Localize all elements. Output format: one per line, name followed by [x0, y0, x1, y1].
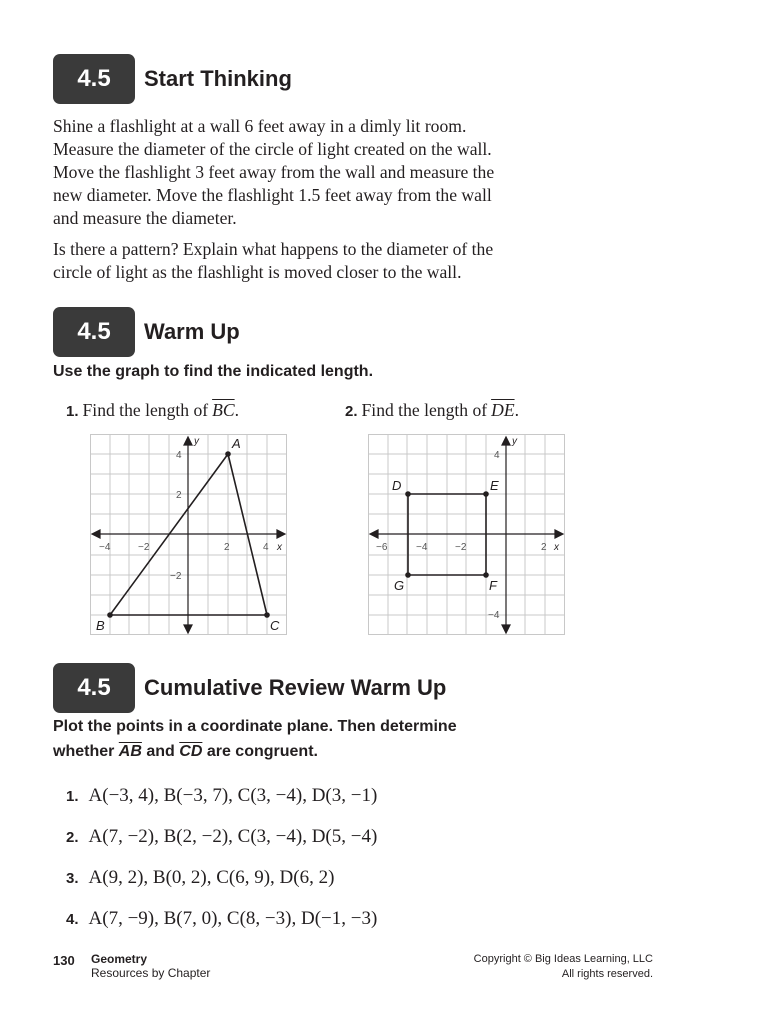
point-label-b: B	[96, 618, 105, 633]
problem-number: 1.	[66, 403, 79, 420]
axes	[92, 437, 285, 633]
book-subtitle: Resources by Chapter	[91, 966, 211, 980]
point-label-c: C	[270, 618, 280, 633]
point-label-f: F	[489, 578, 497, 593]
cumulative-problem-1	[66, 785, 377, 807]
problem-number: 4.	[66, 911, 79, 928]
cumulative-review-header	[53, 663, 446, 713]
y-tick-label: −2	[170, 571, 182, 582]
instruction-text: and	[146, 743, 175, 760]
x-tick-label: 2	[224, 542, 230, 553]
section-badge: 4.5	[53, 307, 135, 357]
point-f	[483, 572, 489, 578]
text-line: circle of light as the flashlight is moved closer to the wall.	[53, 262, 462, 282]
problem-end: .	[514, 400, 519, 420]
section-title: Cumulative Review Warm Up	[144, 675, 447, 700]
text-line: and measure the diameter.	[53, 208, 237, 228]
instruction-text: are congruent.	[206, 743, 318, 760]
warm-up-problem-2	[345, 400, 519, 421]
warm-up-header	[53, 307, 240, 357]
point-label-e: E	[490, 478, 499, 493]
problem-text: A(7, −2), B(2, −2), C(3, −4), D(5, −4)	[88, 826, 378, 847]
y-axis-label: y	[194, 436, 199, 447]
y-tick-label: 4	[176, 450, 182, 461]
problem-number: 1.	[66, 788, 79, 805]
problem-text: A(9, 2), B(0, 2), C(6, 9), D(6, 2)	[88, 867, 335, 888]
y-tick-label: −4	[488, 610, 500, 621]
section-badge: 4.5	[53, 54, 135, 104]
segment-label: $\overline{BC}$	[212, 400, 235, 420]
book-info	[91, 952, 210, 980]
x-tick-label: −4	[416, 542, 428, 553]
point-label-d: D	[392, 478, 402, 493]
point-c	[264, 612, 270, 618]
start-thinking-header	[53, 54, 292, 104]
start-thinking-paragraph-2	[53, 238, 533, 284]
section-title: Warm Up	[144, 319, 240, 344]
problem-number: 3.	[66, 870, 79, 887]
y-tick-label: 2	[176, 490, 182, 501]
copyright-block	[474, 953, 653, 980]
text-line: Move the flashlight 3 feet away from the wall and measure the	[53, 162, 495, 182]
warm-up-problem-1	[66, 400, 239, 421]
point-e	[483, 491, 489, 497]
cumulative-problem-2	[66, 826, 377, 848]
copyright: Copyright © Big Ideas Learning, LLC	[473, 953, 653, 965]
x-tick-label: 2	[541, 542, 547, 553]
x-tick-label: −6	[376, 542, 388, 553]
section-badge: 4.5	[53, 663, 135, 713]
problem-text: Find the length of	[361, 400, 488, 420]
x-axis-label: x	[277, 542, 282, 553]
x-tick-label: 4	[263, 542, 269, 553]
book-title: Geometry	[91, 952, 148, 966]
instruction-text: whether	[53, 743, 115, 760]
problem-end: .	[234, 400, 239, 420]
text-line: Measure the diameter of the circle of light created on the wall.	[53, 139, 492, 159]
cumulative-instruction-line-2	[53, 743, 318, 761]
cumulative-instruction-line-1: Plot the points in a coordinate plane. Then determine	[53, 718, 457, 735]
x-axis-label: x	[554, 542, 559, 553]
y-tick-label: 4	[494, 450, 500, 461]
page-number: 130	[53, 953, 75, 968]
problem-text: A(7, −9), B(7, 0), C(8, −3), D(−1, −3)	[88, 908, 378, 929]
point-g	[405, 572, 411, 578]
x-tick-label: −4	[99, 542, 111, 553]
cumulative-problem-3	[66, 867, 334, 889]
segment-label-cd: $\overline{CD}$	[179, 743, 203, 760]
start-thinking-paragraph-1	[53, 115, 533, 230]
y-axis-label: y	[512, 436, 517, 447]
text-line: new diameter. Move the flashlight 1.5 feet away from the wall	[53, 185, 492, 205]
x-tick-label: −2	[455, 542, 467, 553]
graph-rectangle-defg	[368, 434, 566, 636]
segment-label: $\overline{DE}$	[491, 400, 515, 420]
problem-number: 2.	[66, 829, 79, 846]
problem-text: A(−3, 4), B(−3, 7), C(3, −4), D(3, −1)	[88, 785, 378, 806]
point-b	[107, 612, 113, 618]
rights: All rights reserved.	[561, 968, 653, 980]
cumulative-problem-4	[66, 908, 377, 930]
graph-triangle-abc	[90, 434, 288, 636]
point-label-a: A	[232, 436, 241, 451]
warm-up-instruction: Use the graph to find the indicated length.	[53, 363, 374, 380]
section-title: Start Thinking	[144, 66, 292, 91]
point-label-g: G	[394, 578, 405, 593]
point-d	[405, 491, 411, 497]
x-tick-label: −2	[138, 542, 150, 553]
point-a	[225, 451, 231, 457]
problem-text: Find the length of	[82, 400, 209, 420]
problem-number: 2.	[345, 403, 358, 420]
segment-label-ab: $\overline{AB}$	[118, 743, 142, 760]
text-line: Shine a flashlight at a wall 6 feet away in a dimly lit room.	[53, 116, 467, 136]
text-line: Is there a pattern? Explain what happens to the diameter of the	[53, 239, 494, 259]
